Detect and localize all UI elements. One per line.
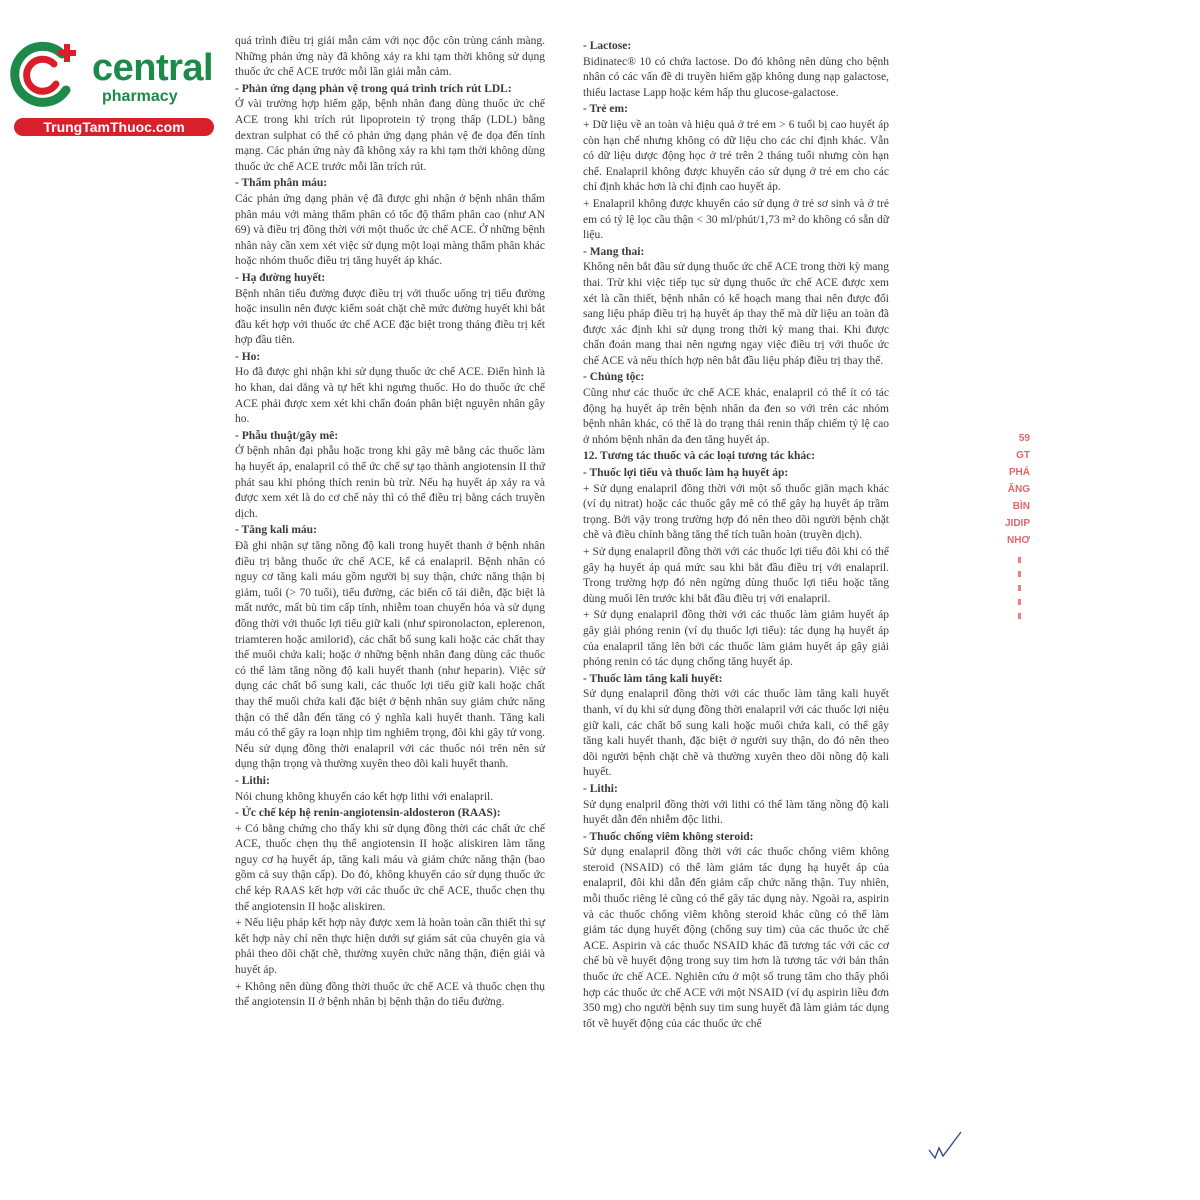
- section-heading: - Trẻ em:: [583, 103, 628, 116]
- paragraph: Đã ghi nhận sự tăng nồng độ kali trong huyết thanh ở bệnh nhân điều trị bằng thuốc ức chế ACE, kể cả enalapril. Bệnh nhân có nguy cơ tăng kali máu gồm người bị suy thận, chức năng thận bị giảm, tuổi (> 70 tuổi), tiểu đường, các biến cố tái diễn, đặc biệt là mất nước, mất bù tim cấp tính, nhiễm toan chuyển hóa và sử dụng đồng thời với thuốc lợi tiểu giữ kali (như spironolacton, eplerenon, triamteren hoặc amilorid), các chất bổ sung kali hoặc các chất thay thế muối chứa kali; hoặc ở những bệnh nhân đang dùng các thuốc có thể làm tăng nồng độ kali huyết thanh (như heparin). Việc sử dụng các chất bổ sung kali, các thuốc lợi tiểu giữ kali hoặc chất thay thế muối chứa kali đặc biệt ở bệnh nhân suy giảm chức năng thận có thể dẫn đến tăng có ý nghĩa kali huyết thanh. Tăng kali máu có thể gây ra loạn nhịp tim nghiêm trọng, đôi khi gây tử vong. Nếu sử dụng đồng thời enalapril với các thuốc nói trên nên sử dụng thận trọng và thường xuyên theo dõi kali huyết thanh.: [235, 540, 545, 771]
- section-heading: - Tăng kali máu:: [235, 524, 317, 537]
- handwritten-initial-mark: [925, 1128, 965, 1164]
- paragraph: Sử dụng enalapril đồng thời với các thuốc chống viêm không steroid (NSAID) có thể làm giảm tác dụng hạ huyết áp của enalapril, đôi khi dẫn đến giảm cấp chức năng thận. Tuy nhiên, mỗi thuốc riêng lẻ cũng có thể gây tác dụng này. Ngoài ra, aspirin và các thuốc chống viêm không steroid khác cũng có thể làm giảm tác dụng huyết động (chống suy tim) của các thuốc ức chế ACE. Aspirin và các thuốc NSAID khác đã tương tác với các cơ chế bù về huyết động trong suy tim hơn là tương tác với bản thân thuốc ức chế ACE. Nghiên cứu ở một số trung tâm cho thấy phối hợp các thuốc ức chế ACE với một NSAID (ví dụ aspirin liều đơn 350 mg) cho người bệnh suy tim sung huyết đã làm giảm tác dụng tốt về huyết động của các thuốc ức chế: [583, 846, 889, 1030]
- section-heading: - Thuốc làm tăng kali huyết:: [583, 672, 723, 685]
- section-heading: - Thẩm phân máu:: [235, 177, 328, 190]
- section-heading: - Ho:: [235, 350, 261, 363]
- red-stamp-fragment: [990, 430, 1030, 770]
- right-text-column: [583, 38, 889, 1033]
- paragraph: + Sử dụng enalapril đồng thời với các thuốc lợi tiểu đôi khi có thể gây hạ huyết áp quá mức sau khi bắt đầu điều trị với enalapril. Trong trường hợp đó nên ngừng dùng thuốc lợi tiểu hoặc tăng dùng muối lên trước khi bắt đầu điều trị với enalapril.: [583, 546, 889, 605]
- paragraph: + Dữ liệu về an toàn và hiệu quả ở trẻ em > 6 tuổi bị cao huyết áp còn hạn chế nhưng không có dữ liệu cho các chỉ định khác. Vẫn có dữ liệu dược động học ở trẻ trên 2 tháng tuổi nhưng còn hạn chế. Enalapril không được khuyến cáo sử dụng ở trẻ em cho các chỉ định khác hơn là chỉ định cao huyết áp.: [583, 118, 889, 194]
- stamp-text: GT: [1016, 450, 1030, 461]
- section-heading: - Lactose:: [583, 40, 632, 52]
- paragraph: Bidinatec® 10 có chứa lactose. Do đó không nên dùng cho bệnh nhân có các vấn đề di truyền hiếm gặp không dung nạp galactose, thiếu lactase Lapp hoặc kém hấp thu glucose-galactose.: [583, 55, 889, 99]
- stamp-mark: [1018, 585, 1021, 591]
- stamp-text: ĂNG: [1007, 484, 1030, 495]
- paragraph: Sử dụng enalpril đồng thời với lithi có thể làm tăng nồng độ kali huyết dẫn đến nhiễm độc lithi.: [583, 798, 889, 827]
- paragraph: + Có bằng chứng cho thấy khi sử dụng đồng thời các chất ức chế ACE, thuốc chẹn thụ thể angiotensin II hoặc aliskiren làm tăng nguy cơ hạ huyết áp, tăng kali máu và giảm chức năng thận (bao gồm cả suy thận cấp). Do đó, không khuyến cáo sử dụng thuốc ức chế kép RAAS kết hợp với các thuốc ức chế ACE, thuốc chẹn thụ thể angiotensin II hoặc aliskiren.: [235, 822, 545, 913]
- paragraph: Sử dụng enalapril đồng thời với các thuốc làm tăng kali huyết thanh, ví dụ khi sử dụng đồng thời enalapril với các thuốc lợi niệu giữ kali, các chất bổ sung kali hoặc muối chứa kali, có thể gây tăng kali huyết thanh, đặc biệt ở người suy thận, do đó nên theo dõi người bệnh chặt chẽ và thường xuyên theo dõi nồng độ kali huyết.: [583, 688, 889, 779]
- section-heading: - Lithi:: [235, 774, 270, 787]
- left-text-column: [235, 34, 545, 1012]
- paragraph: + Sử dụng enalapril đồng thời với một số thuốc giãn mạch khác (ví dụ nitrat) hoặc các thuốc gây mê có thể gây hạ huyết áp trầm trọng. Bởi vậy trong trường hợp đó nên theo dõi người bệnh chặt chẽ và điều chỉnh bằng tăng thể tích tuần hoàn (truyền dịch).: [583, 482, 889, 542]
- paragraph: + Enalapril không được khuyến cáo sử dụng ở trẻ sơ sinh và ở trẻ em có tỷ lệ lọc cầu thận < 30 ml/phút/1,73 m² do không có sẵn dữ liệu.: [583, 197, 889, 242]
- paragraph: + Nếu liệu pháp kết hợp này được xem là hoàn toàn cần thiết thì sự kết hợp này chỉ nên thực hiện dưới sự giám sát của chuyên gia và phải theo dõi chặt chẽ, thường xuyên chức năng thận, điện giải và huyết áp.: [235, 917, 545, 977]
- paragraph: Nói chung không khuyến cáo kết hợp lithi với enalapril.: [235, 790, 494, 803]
- section-heading: - Phản ứng dạng phản vệ trong quá trình trích rút LDL:: [235, 82, 512, 95]
- section-heading: - Ức chế kép hệ renin-angiotensin-aldosteron (RAAS):: [235, 807, 501, 820]
- stamp-mark: [1018, 557, 1021, 563]
- stamp-text: BÌN: [1012, 501, 1030, 512]
- logo-website: TrungTamThuoc.com: [14, 118, 214, 136]
- stamp-mark: [1018, 571, 1021, 577]
- logo-mark-icon: [10, 40, 82, 108]
- stamp-text: JIDIP: [1004, 518, 1030, 529]
- paragraph: Cũng như các thuốc ức chế ACE khác, enalapril có thể ít có tác động hạ huyết áp trên bệnh nhân da đen so với trên các nhóm bệnh nhân khác, có thể là do trạng thái renin thấp chiếm tỷ lệ cao ở nhóm bệnh nhân da đen tăng huyết áp.: [583, 387, 889, 446]
- section-heading: - Thuốc chống viêm không steroid:: [583, 830, 754, 843]
- paragraph: Bệnh nhân tiểu đường được điều trị với thuốc uống trị tiểu đường hoặc insulin nên được kiểm soát chặt chẽ mức đường huyết khi bắt đầu kết hợp với thuốc ức chế ACE đặc biệt trong tháng điều trị kết hợp đầu tiên.: [235, 287, 545, 347]
- paragraph: Ho đã được ghi nhận khi sử dụng thuốc ức chế ACE. Điển hình là ho khan, dai dẳng và tự hết khi ngưng thuốc. Ho do thuốc ức chế ACE phải được xem xét khi chẩn đoán phân biệt nguyên nhân gây ho.: [235, 366, 545, 426]
- stamp-mark: [1018, 613, 1021, 619]
- stamp-text: 59: [1018, 433, 1030, 444]
- section-heading: 12. Tương tác thuốc và các loại tương tác khác:: [583, 450, 816, 463]
- section-heading: - Chủng tộc:: [583, 371, 645, 384]
- stamp-mark: [1018, 599, 1021, 605]
- section-heading: - Hạ đường huyết:: [235, 271, 326, 284]
- stamp-text: PHÁ: [1008, 467, 1030, 478]
- central-pharmacy-logo: [10, 36, 215, 136]
- paragraph: + Sử dụng enalapril đồng thời với các thuốc làm giảm huyết áp gây giải phóng renin (ví dụ thuốc lợi tiểu): tác dụng hạ huyết áp của enalapril tăng lên bởi các thuốc làm giảm huyết áp gây giải phóng renin có tác dụng chống tăng huyết áp.: [583, 609, 889, 669]
- section-heading: - Mang thai:: [583, 245, 645, 258]
- logo-subtitle: pharmacy: [102, 88, 178, 105]
- section-heading: - Phẫu thuật/gây mê:: [235, 429, 339, 442]
- paragraph: Không nên bắt đầu sử dụng thuốc ức chế ACE trong thời kỳ mang thai. Trừ khi việc tiếp tục sử dụng thuốc ức chế ACE được xem xét là cần thiết, bệnh nhân có kế hoạch mang thai nên được đổi sang liệu pháp điều trị hạ huyết áp thay thế mà dữ liệu an toàn đã được xác định khi sử dụng trong thời kỳ mang thai. Khi được chẩn đoán mang thai nên ngưng ngay việc điều trị với thuốc ức chế ACE và nếu thích hợp nên bắt đầu liệu pháp điều trị thay thế.: [583, 261, 889, 367]
- paragraph: Ở bệnh nhân đại phẫu hoặc trong khi gây mê bằng các thuốc làm hạ huyết áp, enalapril có thể ức chế sự tạo thành angiotensin II thứ phát sau khi phóng thích renin bù trừ. Nếu hạ huyết áp xảy ra và được xem xét là do cơ chế này thì có thể điều trị bằng cách truyền dịch.: [235, 445, 545, 520]
- logo-wordmark: central: [92, 47, 214, 89]
- paragraph: quá trình điều trị giải mẫn cảm với nọc độc côn trùng cánh màng. Những phản ứng này đã không xảy ra khi tạm thời không sử dụng thuốc ức chế ACE trước mỗi lần giải mẫn cảm.: [235, 35, 545, 79]
- section-heading: - Lithi:: [583, 782, 618, 795]
- stamp-text: NHƠ: [1007, 535, 1030, 546]
- paragraph: Ở vài trường hợp hiếm gặp, bệnh nhân đang dùng thuốc ức chế ACE trong khi trích rút lipoprotein tỷ trọng thấp (LDL) bằng dextran sulphat có thể có phản ứng dạng phản vệ đe dọa đến tính mạng. Các phản ứng này đã không xảy ra khi tạm thời không dùng thuốc ức chế ACE trước mỗi lần trích rút.: [235, 98, 545, 173]
- paragraph: + Không nên dùng đồng thời thuốc ức chế ACE và thuốc chẹn thụ thể angiotensin II ở bệnh nhân bị bệnh thận do tiểu đường.: [235, 980, 545, 1009]
- section-heading: - Thuốc lợi tiểu và thuốc làm hạ huyết áp:: [583, 467, 789, 480]
- paragraph: Các phản ứng dạng phản vệ đã được ghi nhận ở bệnh nhân thẩm phân máu với màng thẩm phân có tốc độ thẩm phân cao (như AN 69) và điều trị đồng thời với một thuốc ức chế ACE. Ở những bệnh nhân này cần xem xét việc sử dụng một loại màng thẩm phân khác hoặc nhóm thuốc điều trị tăng huyết áp khác.: [235, 192, 545, 268]
